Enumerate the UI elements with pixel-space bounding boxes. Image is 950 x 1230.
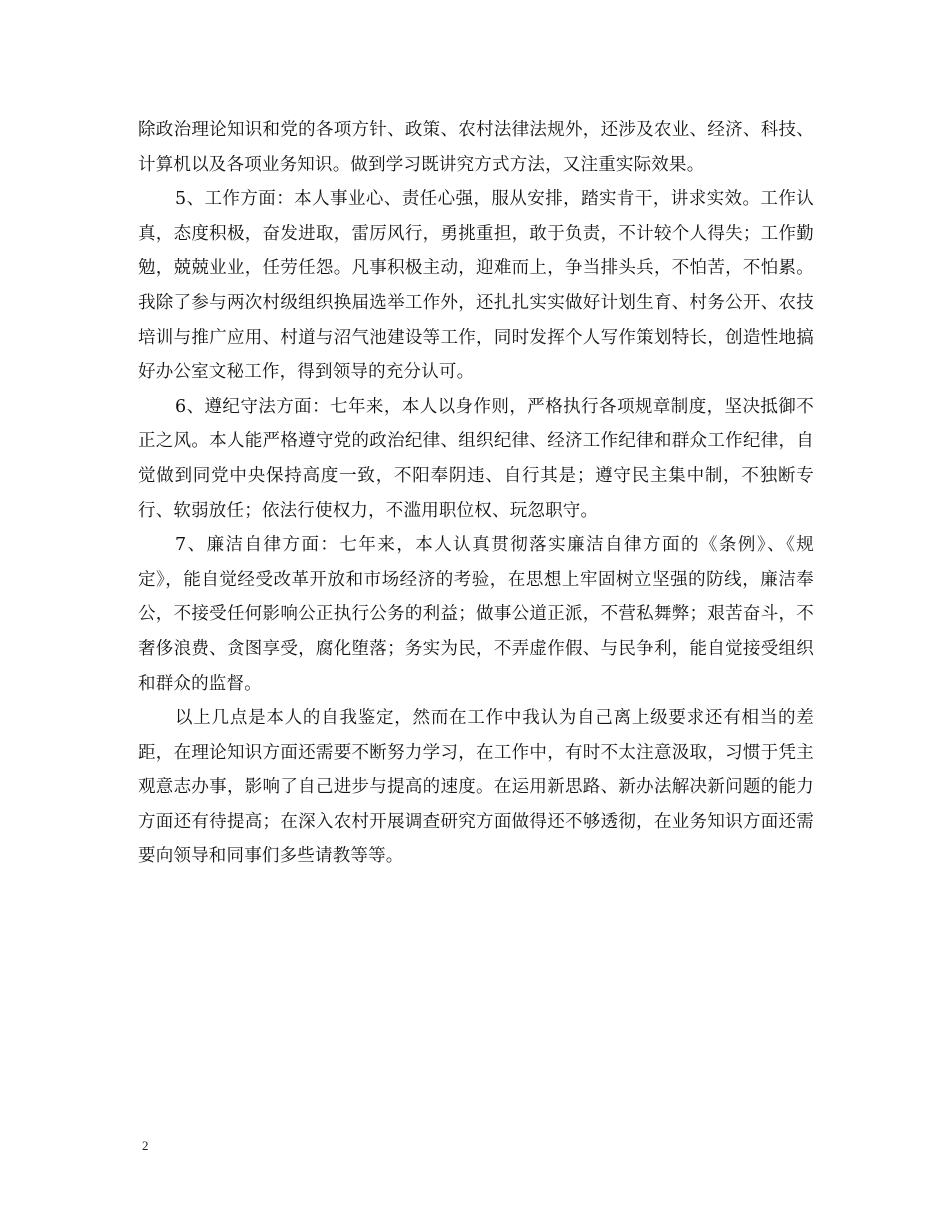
paragraph-work: 5、工作方面：本人事业心、责任心强，服从安排，踏实肯干，讲求实效。工作认真，态度积极，奋发进取，雷厉风行，勇挑重担，敢于负责，不计较个人得失；工作勤勉，兢兢业业，任劳任怨。凡事积极主动，迎难而上，争当排头兵，不怕苦，不怕累。我除了参与两次村级组织换届选举工作外，还扎扎实实做好计划生育、村务公开、农技培训与推广应用、村道与沼气池建设等工作，同时发挥个人写作策划特长，创造性地搞好办公室文秘工作，得到领导的充分认可。	[138, 189, 814, 383]
page-number: 2	[142, 1138, 149, 1153]
paragraph-summary: 以上几点是本人的自我鉴定，然而在工作中我认为自己离上级要求还有相当的差距，在理论知识方面还需要不断努力学习，在工作中，有时不太注意汲取，习惯于凭主观意志办事，影响了自己进步与提高的速度。在运用新思路、新办法解决新问题的能力方面还有待提高；在深入农村开展调查研究方面做得还不够透彻，在业务知识方面还需要向领导和同事们多些请教等等。	[138, 708, 814, 867]
paragraph-integrity: 7、廉洁自律方面：七年来，本人认真贯彻落实廉洁自律方面的《条例》、《规定》，能自觉经受改革开放和市场经济的考验，在思想上牢固树立坚强的防线，廉洁奉公，不接受任何影响公正执行公务的利益；做事公道正派，不营私舞弊；艰苦奋斗，不奢侈浪费、贪图享受，腐化堕落；务实为民，不弄虚作假、与民争利，能自觉接受组织和群众的监督。	[138, 535, 814, 694]
paragraph-study-continued: 除政治理论知识和党的各项方针、政策、农村法律法规外，还涉及农业、经济、科技、计算机以及各项业务知识。做到学习既讲究方式方法，又注重实际效果。	[138, 120, 814, 175]
document-body	[138, 113, 814, 874]
paragraph-discipline: 6、遵纪守法方面：七年来，本人以身作则，严格执行各项规章制度，坚决抵御不正之风。本人能严格遵守党的政治纪律、组织纪律、经济工作纪律和群众工作纪律，自觉做到同党中央保持高度一致，不阳奉阴违、自行其是；遵守民主集中制，不独断专行、软弱放任；依法行使权力，不滥用职位权、玩忽职守。	[138, 396, 814, 521]
